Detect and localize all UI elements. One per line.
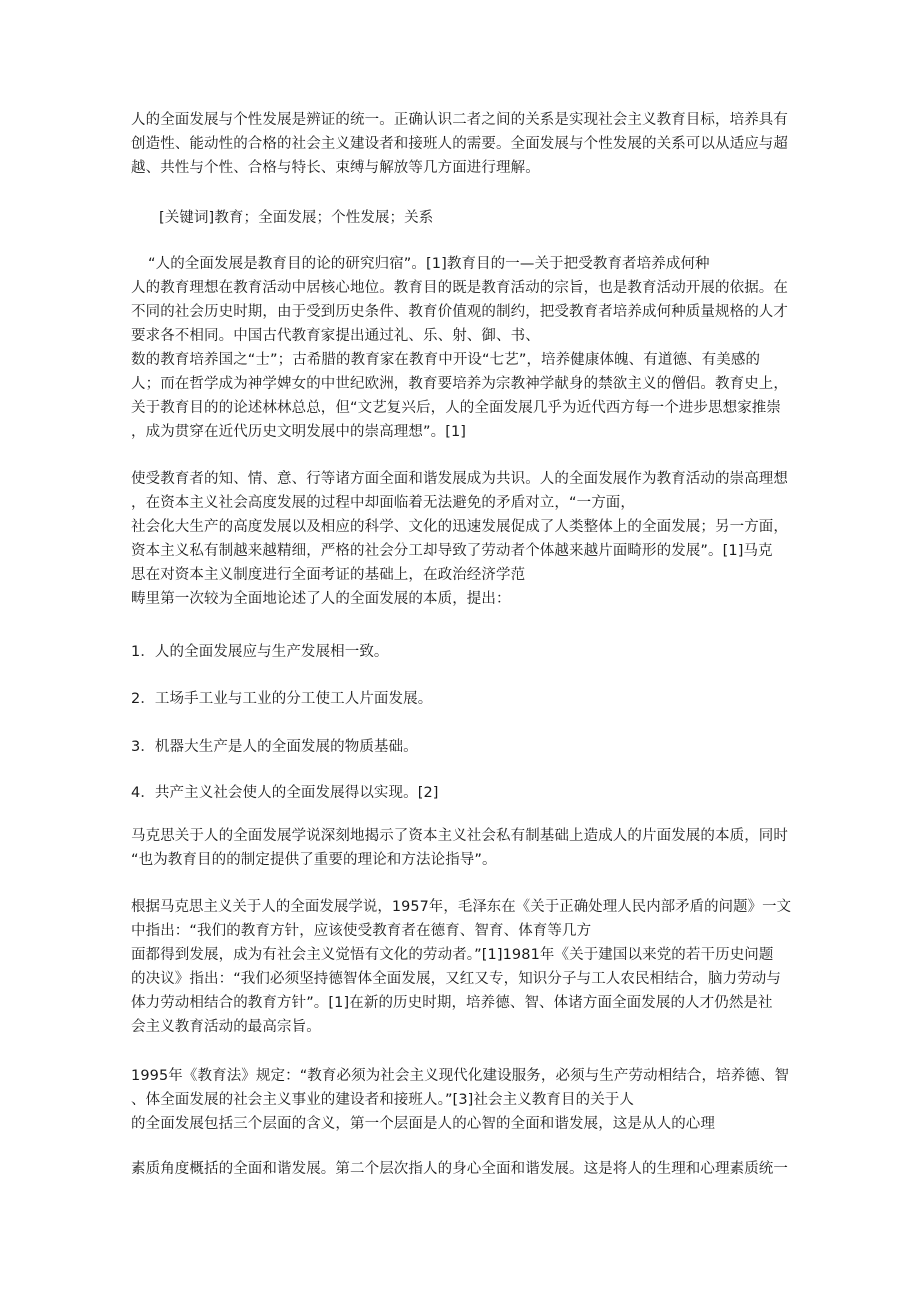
text-line: 、体全面发展的社会主义事业的建设者和接班人。”[3]社会主义教育目的关于人 [131,1092,634,1108]
list-item [131,735,791,759]
list-item-text: 2．工场手工业与工业的分工使工人片面发展。 [131,691,433,707]
text-line: 人的全面发展与个性发展是辨证的统一。正确认识二者之间的关系是实现社会主义教育目标，培养具有 [131,112,788,128]
text-line: 人；而在哲学成为神学婢女的中世纪欧洲，教育要培养为宗教神学献身的禁欲主义的僧侣。教育史上， [131,376,788,392]
text-line: 1995年《教育法》规定：“教育必须为社会主义现代化建设服务，必须与生产劳动相结合，培养德、智 [131,1068,790,1084]
text-line: 创造性、能动性的合格的社会主义建设者和接班人的需要。全面发展与个性发展的关系可以从适应与超 [131,136,788,152]
text-line: 素质角度概括的全面和谐发展。第二个层次指人的身心全面和谐发展。这是将人的生理和心理素质统一 [131,1161,788,1177]
text-line: 要求各不相同。中国古代教育家提出通过礼、乐、射、御、书、 [131,328,540,344]
paragraph-3 [131,824,791,872]
list-item [131,781,791,805]
text-line: 社会化大生产的高度发展以及相应的科学、文化的迅速发展促成了人类整体上的全面发展；另一方面， [131,519,788,535]
abstract-paragraph [131,108,791,180]
text-line: “也为教育目的的制定提供了重要的理论和方法论指导”。 [131,852,497,868]
text-line: 中指出：“我们的教育方针，应该使受教育者在德育、智育、体育等几方 [131,923,592,939]
text-line: 会主义教育活动的最高宗旨。 [131,1019,321,1035]
text-line: ，成为贯穿在近代历史文明发展中的崇高理想”。[1] [131,424,467,440]
text-line: 越、共性与个性、合格与特长、束缚与解放等几方面进行理解。 [131,160,540,176]
text-line: 数的教育培养国之“士”；古希腊的教育家在教育中开设“七艺”，培养健康体魄、有道德、有美感的 [131,352,761,368]
paragraph-2 [131,467,791,611]
text-line: 的决议》指出：“我们必须坚持德智体全面发展，又红又专，知识分子与工人农民相结合，脑力劳动与 [131,971,782,987]
keywords-line [159,206,819,230]
text-line: 体力劳动相结合的教育方针”。[1]在新的历史时期，培养德、智、体诸方面全面发展的人才仍然是社 [131,995,773,1011]
list-item [131,687,791,711]
text-line: 关于教育目的的论述林林总总，但“文艺复兴后，人的全面发展几乎为近代西方每一个进步思想家推崇 [131,400,782,416]
paragraph-1 [131,252,791,444]
text-line: 思在对资本主义制度进行全面考证的基础上，在政治经济学范 [131,567,526,583]
keywords-text: [关键词]教育；全面发展；个性发展；关系 [159,210,434,226]
paragraph-5 [131,1064,791,1136]
text-line: 面都得到发展，成为有社会主义觉悟有文化的劳动者。”[1]1981年《关于建国以来党的若干历史问题 [131,947,774,963]
text-line: 资本主义私有制越来越精细，严格的社会分工却导致了劳动者个体越来越片面畸形的发展”。[1]马克 [131,543,773,559]
list-item-text: 4．共产主义社会使人的全面发展得以实现。[2] [131,785,439,801]
text-line: 不同的社会历史时期，由于受到历史条件、教育价值观的制约，把受教育者培养成何种质量规格的人才 [131,304,788,320]
list-item-text: 1．人的全面发展应与生产发展相一致。 [131,644,389,660]
text-line: 马克思关于人的全面发展学说深刻地揭示了资本主义社会私有制基础上造成人的片面发展的本质，同时 [131,828,788,844]
text-line: 使受教育者的知、情、意、行等诸方面全面和谐发展成为共识。人的全面发展作为教育活动的崇高理想 [131,471,788,487]
text-line: 畴里第一次较为全面地论述了人的全面发展的本质，提出： [131,591,511,607]
text-line: 的全面发展包括三个层面的含义，第一个层面是人的心智的全面和谐发展，这是从人的心理 [131,1116,715,1132]
text-line: 人的教育理想在教育活动中居核心地位。教育目的既是教育活动的宗旨，也是教育活动开展的依据。在 [131,280,788,296]
list-item [131,640,791,664]
paragraph-6 [131,1157,791,1181]
text-line: ，在资本主义社会高度发展的过程中却面临着无法避免的矛盾对立，“一方面， [131,495,636,511]
paragraph-4 [131,895,791,1039]
text-line: “人的全面发展是教育目的论的研究归宿”。[1]教育目的一—关于把受教育者培养成何种 [148,256,710,272]
list-item-text: 3．机器大生产是人的全面发展的物质基础。 [131,739,418,755]
text-line: 根据马克思主义关于人的全面发展学说，1957年，毛泽东在《关于正确处理人民内部矛盾的问题》一文 [131,899,792,915]
